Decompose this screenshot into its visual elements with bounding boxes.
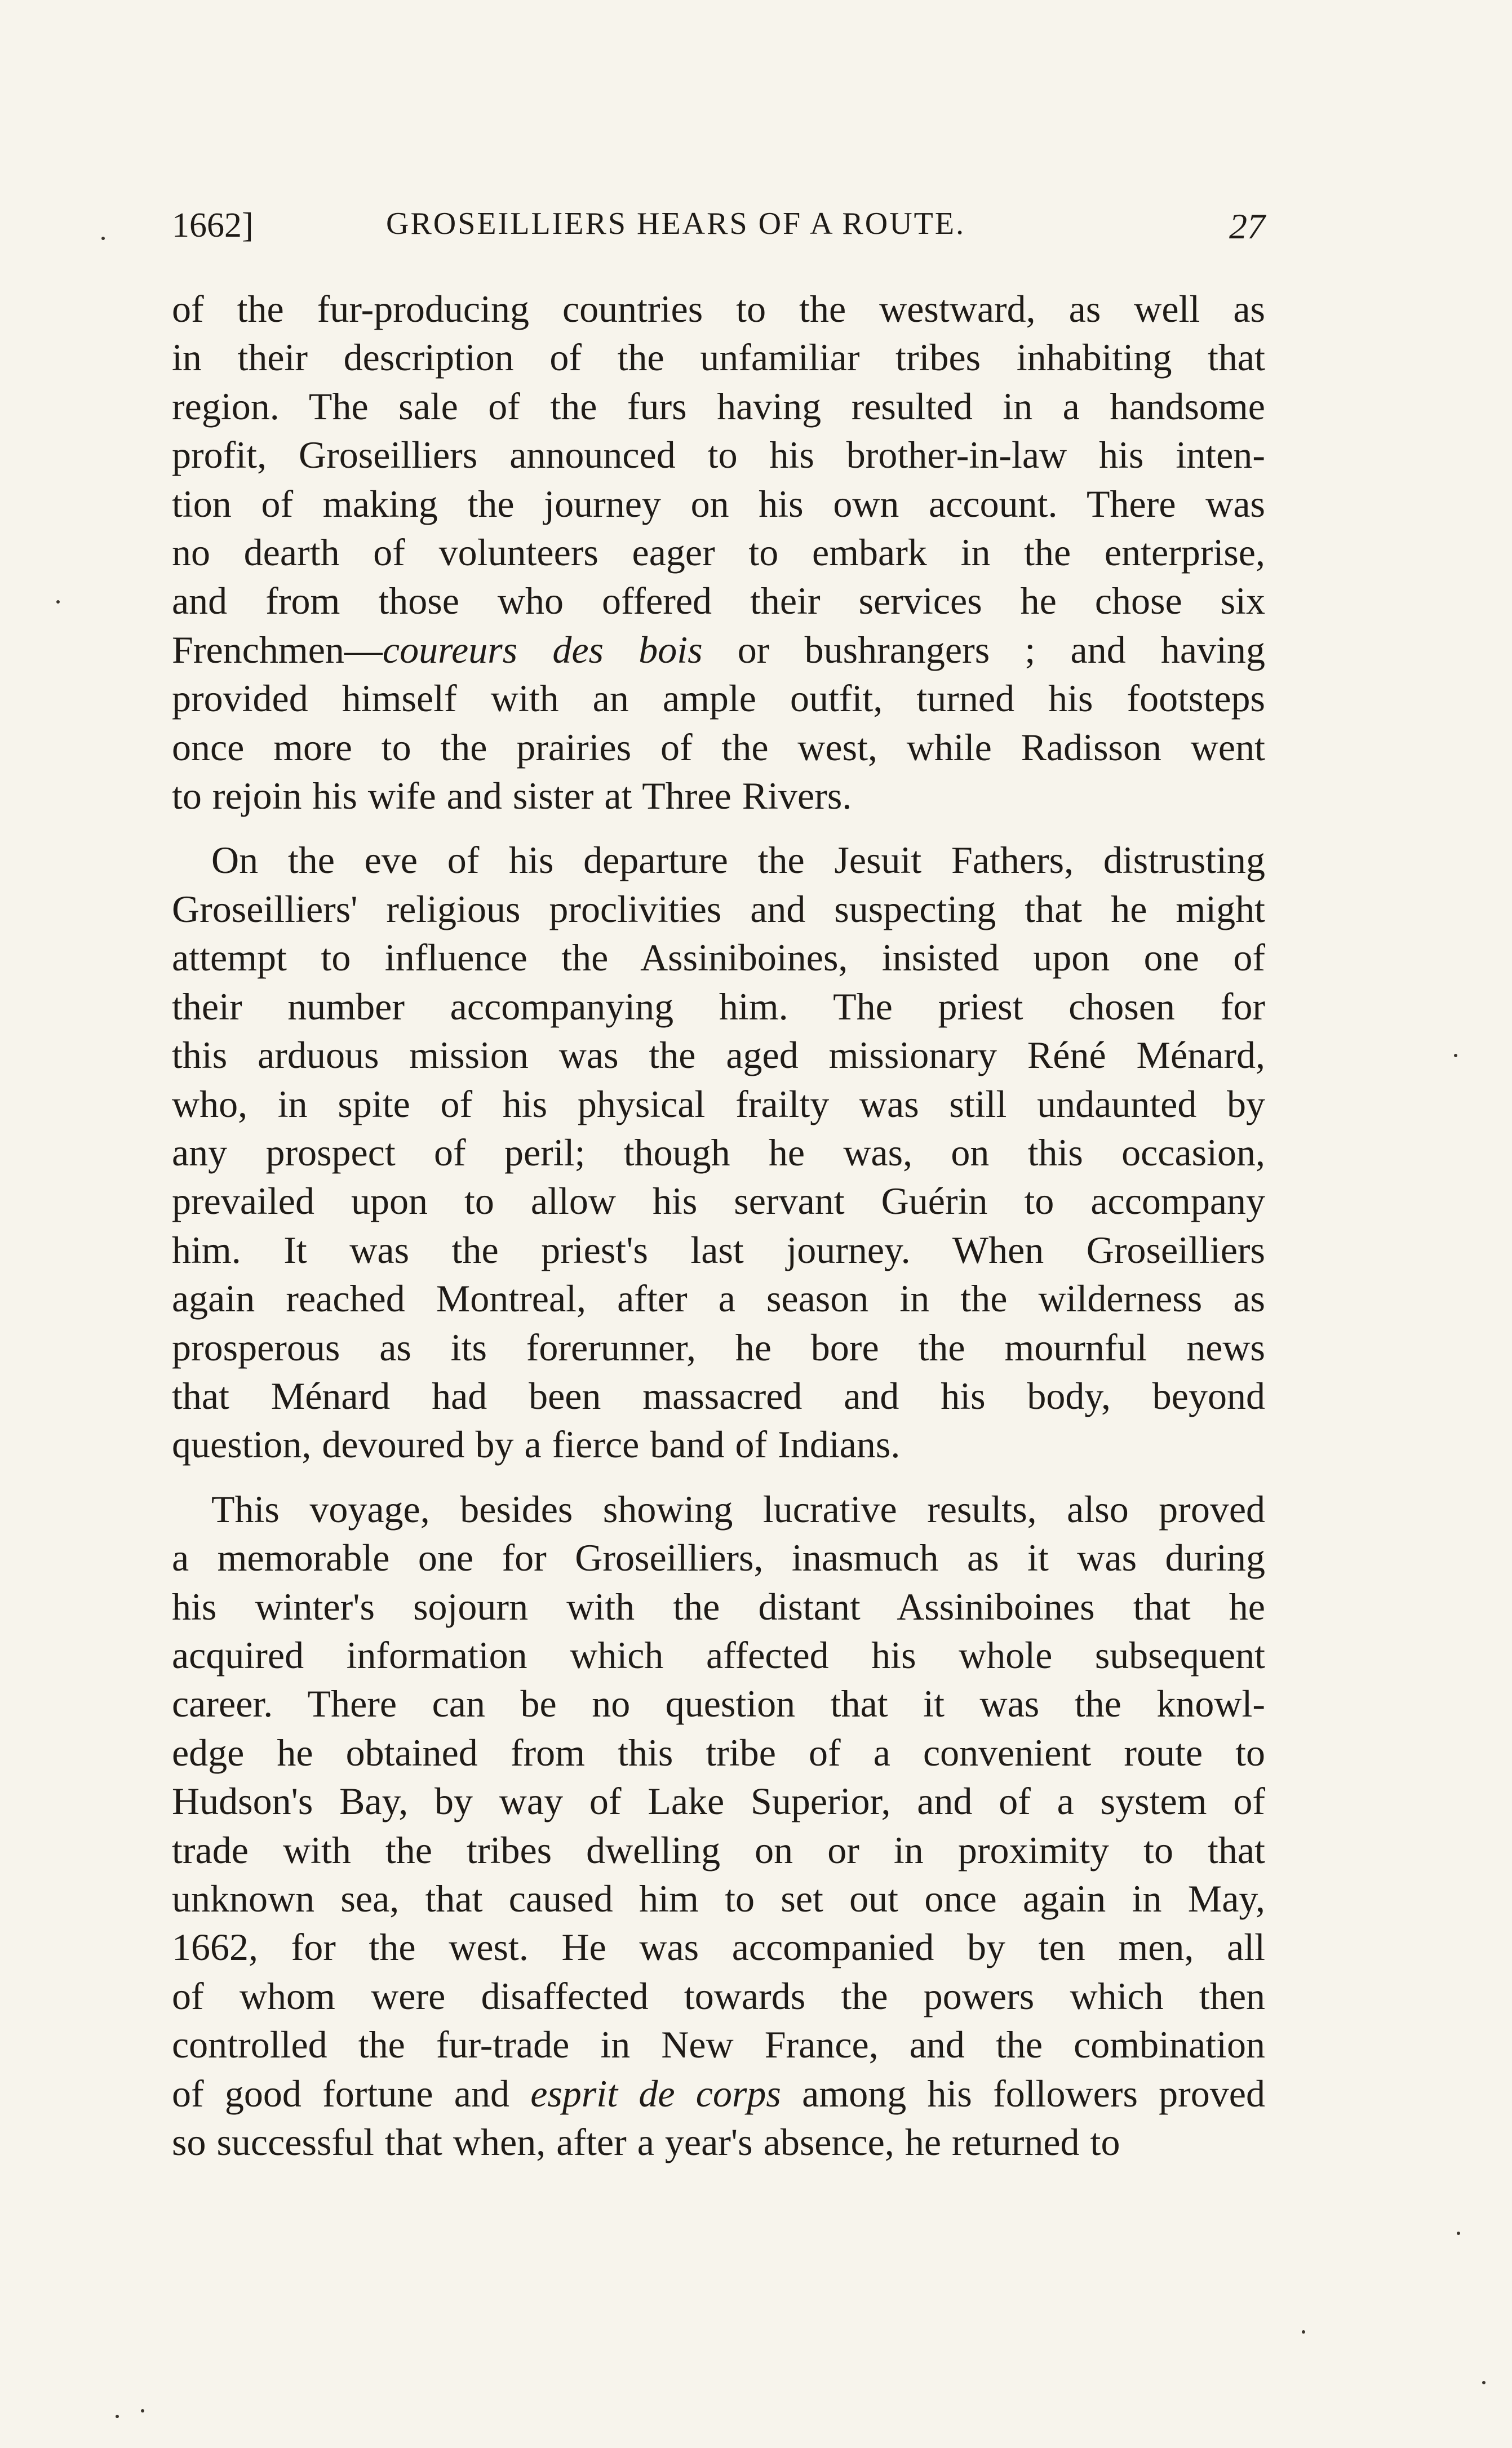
text-line: This voyage, besides showing lucrative results, also proved <box>211 1487 1265 1531</box>
speck <box>1457 2232 1460 2235</box>
text-line: prevailed upon to allow his servant Guérin to accompany <box>172 1179 1265 1223</box>
text-line: his winter's sojourn with the distant Assiniboines that he <box>172 1585 1265 1628</box>
page-number: 27 <box>1229 206 1265 246</box>
text-line: 1662, for the west. He was accompanied by ten men, all <box>172 1926 1265 1969</box>
text-line: attempt to influence the Assiniboines, insisted upon one of <box>172 936 1265 979</box>
speck <box>1482 2381 1486 2384</box>
text-line: of the fur-producing countries to the westward, as well as <box>172 287 1265 330</box>
body-text <box>172 285 1265 2166</box>
text-line: of whom were disaffected towards the powers which then <box>172 1974 1265 2017</box>
running-head <box>172 206 1265 262</box>
text-line: and from those who offered their services he chose six <box>172 579 1265 623</box>
text-line: trade with the tribes dwelling on or in proximity to that <box>172 1828 1265 1872</box>
text-line: unknown sea, that caused him to set out once again in May, <box>172 1877 1265 1920</box>
text-line: him. It was the priest's last journey. When Groseilliers <box>172 1228 1265 1271</box>
text-line: edge he obtained from this tribe of a convenient route to <box>172 1731 1265 1774</box>
italic-phrase: coureurs des bois <box>382 628 703 671</box>
speck <box>101 237 105 240</box>
text-line <box>172 2069 1265 2118</box>
text-line: their number accompanying him. The priest chosen for <box>172 984 1265 1028</box>
text-run: Frenchmen— <box>172 628 383 671</box>
text-line: again reached Montreal, after a season in the wilderness as <box>172 1277 1265 1320</box>
text-run: of good fortune and <box>172 2072 531 2115</box>
speck <box>141 2409 144 2412</box>
paragraph-2 <box>172 836 1265 1469</box>
text-line: question, devoured by a fierce band of Indians. <box>172 1423 901 1466</box>
speck <box>1454 1054 1457 1057</box>
text-line: provided himself with an ample outfit, turned his footsteps <box>172 677 1265 720</box>
text-run: among his followers proved <box>781 2072 1265 2115</box>
text-line: profit, Groseilliers announced to his brother-in-law his inten- <box>172 433 1265 477</box>
running-head-title: GROSEILLIERS HEARS OF A ROUTE. <box>386 206 966 241</box>
text-line <box>172 626 1265 674</box>
speck <box>56 600 60 604</box>
italic-phrase: esprit de corps <box>530 2072 781 2115</box>
text-line: no dearth of volunteers eager to embark in the enterprise, <box>172 531 1265 574</box>
text-line: this arduous mission was the aged missionary Réné Ménard, <box>172 1034 1265 1077</box>
paragraph-1 <box>172 285 1265 820</box>
text-line: to rejoin his wife and sister at Three Rivers. <box>172 774 852 818</box>
text-line: so successful that when, after a year's absence, he returned to <box>172 2121 1120 2164</box>
text-line: Groseilliers' religious proclivities and suspecting that he might <box>172 887 1265 930</box>
text-line: in their description of the unfamiliar tribes inhabiting that <box>172 336 1265 379</box>
text-line: controlled the fur-trade in New France, and the combination <box>172 2023 1265 2066</box>
speck <box>1302 2330 1305 2334</box>
text-line: who, in spite of his physical frailty was still undaunted by <box>172 1082 1265 1125</box>
text-line: tion of making the journey on his own account. There was <box>172 482 1265 525</box>
text-run: or bushrangers ; and having <box>702 628 1265 671</box>
text-line: region. The sale of the furs having resulted in a handsome <box>172 384 1265 428</box>
running-head-year: 1662] <box>172 206 254 245</box>
text-line: prosperous as its forerunner, he bore the mournful news <box>172 1325 1265 1369</box>
paragraph-3 <box>172 1485 1265 2167</box>
text-line: On the eve of his departure the Jesuit Fathers, distrusting <box>211 839 1265 882</box>
text-line: acquired information which affected his whole subsequent <box>172 1633 1265 1677</box>
text-line: career. There can be no question that it was the knowl- <box>172 1682 1265 1726</box>
text-line: once more to the prairies of the west, while Radisson went <box>172 725 1265 769</box>
text-line: a memorable one for Groseilliers, inasmuch as it was during <box>172 1536 1265 1580</box>
speck <box>116 2415 119 2418</box>
text-line: Hudson's Bay, by way of Lake Superior, and of a system of <box>172 1780 1265 1823</box>
text-line: any prospect of peril; though he was, on this occasion, <box>172 1130 1265 1174</box>
text-line: that Ménard had been massacred and his body, beyond <box>172 1374 1265 1417</box>
